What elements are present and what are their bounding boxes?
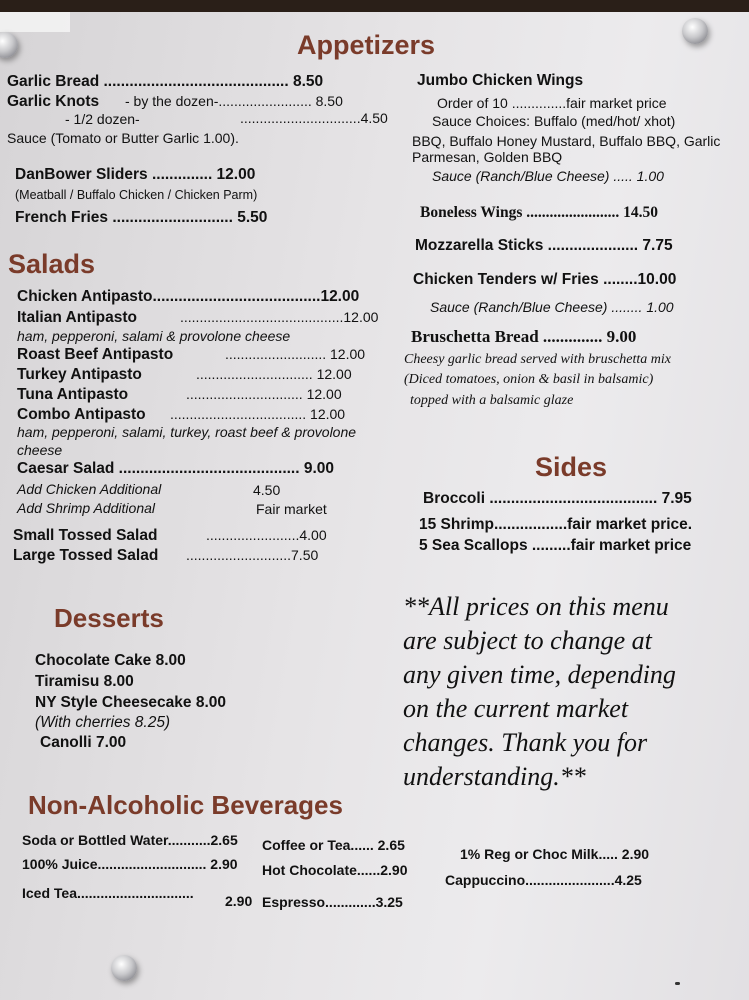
appetizers-heading: Appetizers (297, 30, 436, 60)
salads-heading: Salads (8, 249, 96, 279)
pushpin-icon (682, 18, 708, 44)
wings-dip: Sauce (Ranch/Blue Cheese) ..... 1.00 (432, 168, 664, 184)
tuna-antipasto-item: Tuna Antipasto (17, 386, 129, 403)
roast-beef-price: .......................... 12.00 (225, 346, 366, 362)
italian-antipasto-price: ..........................................12.00 (180, 309, 379, 325)
hot-chocolate-item: Hot Chocolate......2.90 (262, 862, 408, 878)
turkey-antipasto-item: Turkey Antipasto (17, 366, 142, 383)
tape-strip (0, 12, 70, 32)
combo-antipasto-item: Combo Antipasto (17, 406, 146, 423)
tuna-antipasto-price: .............................. 12.00 (186, 386, 342, 402)
large-tossed-item: Large Tossed Salad (13, 547, 159, 564)
bruschetta-desc-1: Cheesy garlic bread served with bruschetta mix (404, 352, 671, 367)
sides-heading: Sides (535, 452, 608, 482)
add-shrimp-price: Fair market (256, 501, 327, 517)
half-dozen-label: - 1/2 dozen- (65, 111, 140, 127)
wings-item: Jumbo Chicken Wings (417, 72, 584, 89)
add-chicken-price: 4.50 (253, 482, 281, 498)
sliders-item: DanBower Sliders .............. 12.00 (15, 166, 256, 183)
desserts-heading: Desserts (54, 603, 164, 633)
price-notice-line-5: changes. Thank you for (403, 728, 648, 757)
bruschetta-item: Bruschetta Bread .............. 9.00 (411, 327, 637, 346)
scallops-item: 5 Sea Scallops .........fair market price (419, 537, 692, 554)
price-notice-line-2: are subject to change at (403, 626, 652, 655)
add-shrimp-label: Add Shrimp Additional (17, 500, 156, 516)
sauce-tomato-note: Sauce (Tomato or Butter Garlic 1.00). (7, 130, 239, 146)
cheesecake-item: NY Style Cheesecake 8.00 (35, 694, 227, 711)
garlic-knots-item: Garlic Knots (7, 93, 100, 110)
garlic-knots-note: - by the dozen-........................ 8.50 (125, 93, 343, 109)
cappuccino-item: Cappuccino.......................4.25 (445, 872, 642, 888)
tenders-item: Chicken Tenders w/ Fries ........10.00 (413, 271, 677, 288)
combo-desc-1: ham, pepperoni, salami, turkey, roast beef & provolone (17, 424, 357, 440)
price-notice-line-4: on the current market (403, 694, 629, 723)
pushpin-icon (111, 955, 137, 981)
chocolate-cake-item: Chocolate Cake 8.00 (35, 652, 186, 669)
italian-antipasto-desc: ham, pepperoni, salami & provolone cheese (17, 328, 291, 344)
small-tossed-item: Small Tossed Salad (13, 527, 158, 544)
broccoli-item: Broccoli ....................................... 7.95 (423, 490, 692, 507)
cheesecake-cherries: (With cherries 8.25) (35, 714, 171, 731)
shrimp-item: 15 Shrimp.................fair market price. (419, 516, 693, 533)
combo-desc-2: cheese (17, 442, 63, 458)
tenders-sauce: Sauce (Ranch/Blue Cheese) ........ 1.00 (430, 299, 674, 315)
wings-sauce-list-2: Parmesan, Golden BBQ (412, 149, 563, 165)
juice-item: 100% Juice............................ 2.90 (22, 856, 238, 872)
bruschetta-desc-2: (Diced tomatoes, onion & basil in balsamic) (404, 372, 654, 387)
mozz-item: Mozzarella Sticks ..................... 7.75 (415, 237, 673, 254)
soda-item: Soda or Bottled Water...........2.65 (22, 832, 238, 848)
price-notice-line-6: understanding.** (403, 762, 586, 791)
wings-order: Order of 10 ..............fair market price (437, 95, 667, 111)
add-chicken-label: Add Chicken Additional (17, 481, 162, 497)
price-notice-line-1: **All prices on this menu (403, 592, 669, 621)
bruschetta-desc-3: topped with a balsamic glaze (410, 393, 574, 408)
wings-sauce-list-1: BBQ, Buffalo Honey Mustard, Buffalo BBQ, Garlic (412, 133, 721, 149)
tiramisu-item: Tiramisu 8.00 (35, 673, 134, 690)
roast-beef-item: Roast Beef Antipasto (17, 346, 174, 363)
iced-tea-item: Iced Tea.............................. (22, 885, 194, 901)
canolli-item: Canolli 7.00 (40, 734, 127, 751)
small-tossed-price: ........................4.00 (206, 527, 327, 543)
combo-antipasto-price: ................................... 12.00 (170, 406, 346, 422)
italian-antipasto-item: Italian Antipasto (17, 309, 137, 326)
coffee-item: Coffee or Tea...... 2.65 (262, 837, 405, 853)
large-tossed-price: ...........................7.50 (186, 547, 319, 563)
turkey-antipasto-price: .............................. 12.00 (196, 366, 352, 382)
sliders-note: (Meatball / Buffalo Chicken / Chicken Parm) (15, 188, 258, 202)
half-dozen-price: ...............................4.50 (240, 110, 388, 126)
espresso-item: Espresso.............3.25 (262, 894, 403, 910)
fries-item: French Fries ............................ 5.50 (15, 209, 268, 226)
beverages-heading: Non-Alcoholic Beverages (28, 790, 343, 820)
milk-item: 1% Reg or Choc Milk..... 2.90 (460, 846, 650, 862)
caesar-item: Caesar Salad .......................................... 9.00 (17, 460, 335, 477)
price-notice-line-3: any given time, depending (403, 660, 676, 689)
chicken-antipasto-item: Chicken Antipasto.......................................12.00 (17, 288, 360, 305)
dash-mark (675, 982, 680, 985)
wings-sauce-choices: Sauce Choices: Buffalo (med/hot/ xhot) (432, 113, 676, 129)
boneless-item: Boneless Wings ........................ 14.50 (420, 204, 658, 221)
garlic-bread-item: Garlic Bread ........................................... 8.50 (7, 73, 324, 90)
iced-tea-price: 2.90 (225, 893, 253, 909)
